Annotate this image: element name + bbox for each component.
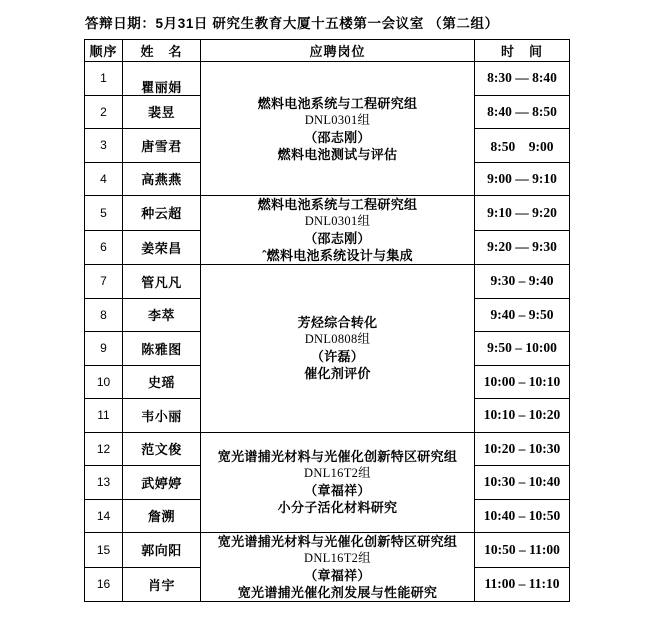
time-cell: 9:10 — 9:20: [475, 196, 570, 231]
header-order: 顺序: [85, 40, 123, 62]
name-cell: [123, 62, 201, 96]
order-cell: 16: [85, 567, 123, 602]
table-header-row: [85, 40, 570, 62]
time-cell: 10:40 – 10:50: [475, 499, 570, 533]
time-cell: 11:00 – 11:10: [475, 567, 570, 602]
name-cell: 唐雪君: [123, 129, 201, 163]
position-line: 燃料电池系统与工程研究组: [257, 95, 418, 111]
header-name: 姓 名: [123, 40, 201, 62]
position-supervisor: （章福祥）: [304, 568, 371, 583]
position-group-code: DNL0301组: [304, 112, 371, 127]
table-row: [85, 62, 570, 96]
table-row: [85, 265, 570, 299]
name-cell: 种云超: [123, 196, 201, 231]
time-cell: 10:30 – 10:40: [475, 466, 570, 500]
order-cell: 1: [85, 62, 123, 96]
position-supervisor: （章福祥）: [304, 483, 371, 499]
position-line: 宽光谱捕光材料与光催化创新特区研究组: [217, 449, 458, 465]
name-cell: 史瑶: [123, 365, 201, 399]
time-cell: 9:00 — 9:10: [475, 162, 570, 196]
position-line: 燃料电池系统与工程研究组: [257, 197, 418, 212]
position-topic: 宽光谱捕光催化剂发展与性能研究: [237, 585, 438, 600]
order-cell: 13: [85, 466, 123, 500]
name-cell: 肖宇: [123, 567, 201, 602]
order-cell: 10: [85, 365, 123, 399]
header-time: 时 间: [475, 40, 570, 62]
name-cell: 姜荣昌: [123, 230, 201, 265]
position-topic: ˆ燃料电池系统设计与集成: [262, 248, 413, 263]
document-page: [84, 12, 570, 602]
name-cell: 范文俊: [123, 432, 201, 466]
position-group-code: DNL0301组: [304, 214, 371, 228]
document-title: 答辩日期：5月31日 研究生教育大厦十五楼第一会议室 （第二组）: [85, 16, 499, 31]
header-position: 应聘岗位: [201, 40, 475, 62]
position-group-code: DNL16T2组: [304, 466, 371, 481]
time-cell: 9:20 — 9:30: [475, 230, 570, 265]
defense-schedule-table: [84, 39, 570, 602]
time-cell: 8:40 — 8:50: [475, 95, 570, 129]
candidate-name: 瞿丽娟: [141, 79, 182, 95]
name-cell: 陈雅图: [123, 332, 201, 366]
time-cell: 10:20 – 10:30: [475, 432, 570, 466]
order-cell: 12: [85, 432, 123, 466]
position-supervisor: （许磊）: [310, 349, 365, 365]
position-group-code: DNL0808组: [304, 332, 371, 347]
order-cell: 8: [85, 298, 123, 332]
position-supervisor: （邵志刚）: [304, 129, 371, 145]
time-cell: 9:40 – 9:50: [475, 298, 570, 332]
order-cell: 6: [85, 230, 123, 265]
position-group-cell: [201, 196, 475, 265]
time-cell: 10:00 – 10:10: [475, 365, 570, 399]
time-cell: 9:30 – 9:40: [475, 265, 570, 299]
table-row: [85, 432, 570, 466]
order-cell: 2: [85, 95, 123, 129]
time-cell: 8:50 9:00: [475, 129, 570, 163]
position-group-cell: [201, 533, 475, 602]
name-cell: 裴昱: [123, 95, 201, 129]
name-cell: 郭向阳: [123, 533, 201, 568]
order-cell: 15: [85, 533, 123, 568]
time-cell: 9:50 – 10:00: [475, 332, 570, 366]
name-cell: 李萃: [123, 298, 201, 332]
position-group-cell: [201, 432, 475, 533]
table-row: [85, 196, 570, 231]
name-cell: 武婷婷: [123, 466, 201, 500]
order-cell: 3: [85, 129, 123, 163]
position-group-code: DNL16T2组: [304, 551, 371, 565]
name-cell: 韦小丽: [123, 399, 201, 433]
position-group-cell: [201, 62, 475, 196]
table-row: [85, 533, 570, 568]
position-topic: 燃料电池测试与评估: [277, 146, 398, 162]
order-cell: 14: [85, 499, 123, 533]
position-supervisor: （邵志刚）: [304, 231, 371, 246]
name-cell: 管凡凡: [123, 265, 201, 299]
position-group-cell: [201, 265, 475, 433]
position-line: 宽光谱捕光材料与光催化创新特区研究组: [217, 534, 458, 549]
name-cell: 高燕燕: [123, 162, 201, 196]
position-topic: 催化剂评价: [304, 366, 371, 382]
time-cell: 8:30 — 8:40: [475, 62, 570, 96]
time-cell: 10:50 – 11:00: [475, 533, 570, 568]
position-topic: 小分子活化材料研究: [277, 500, 398, 516]
order-cell: 7: [85, 265, 123, 299]
order-cell: 9: [85, 332, 123, 366]
order-cell: 5: [85, 196, 123, 231]
position-line: 芳烃综合转化: [297, 315, 378, 331]
time-cell: 10:10 – 10:20: [475, 399, 570, 433]
order-cell: 11: [85, 399, 123, 433]
name-cell: 詹溯: [123, 499, 201, 533]
order-cell: 4: [85, 162, 123, 196]
